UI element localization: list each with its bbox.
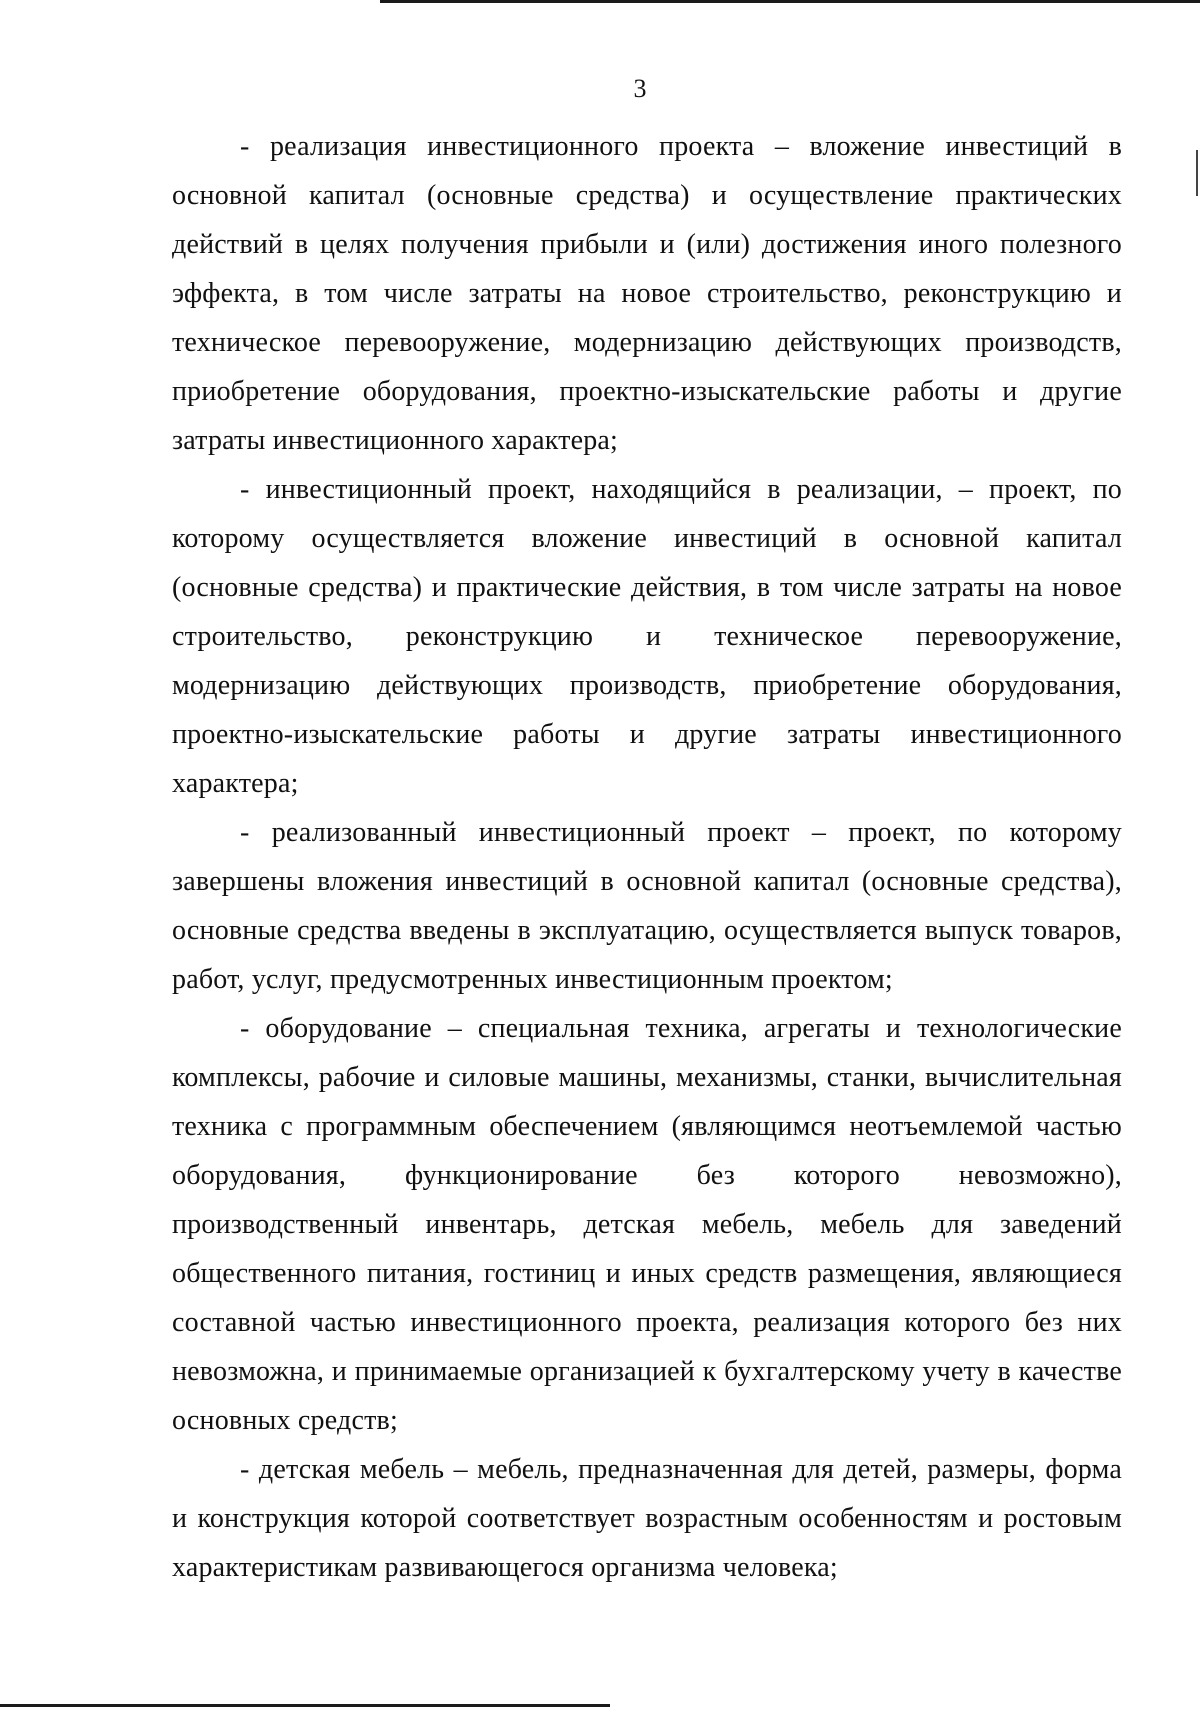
paragraph-implemented-project: - реализованный инвестиционный проект – проект, по которому завершены вложения инвестиций в основной капитал (основные средства), основные средства введены в эксплуатацию, осуществляется выпуск товаров, работ, услуг, предусмотренных инвестиционным проектом;	[172, 817, 1122, 995]
page-number: 3	[633, 74, 647, 103]
top-scan-rule	[380, 0, 1200, 3]
paragraph-childrens-furniture: - детская мебель – мебель, предназначенная для детей, размеры, форма и конструкция которой соответствует возрастным особенностям и ростовым характеристикам развивающегося организма человека;	[172, 1454, 1122, 1583]
paragraph-project-in-implementation: - инвестиционный проект, находящийся в реализации, – проект, по которому осуществляется вложение инвестиций в основной капитал (основные средства) и практические действия, в том числе затраты на новое строительство, реконструкцию и техническое перевооружение, модернизацию действующих производств, приобретение оборудования, проектно-изыскательские работы и другие затраты инвестиционного характера;	[172, 474, 1122, 799]
paragraph-investment-project-implementation: - реализация инвестиционного проекта – вложение инвестиций в основной капитал (основные средства) и осуществление практических действий в целях получения прибыли и (или) достижения иного полезного эффекта, в том числе затраты на новое строительство, реконструкцию и техническое перевооружение, модернизацию действующих производств, приобретение оборудования, проектно-изыскательские работы и другие затраты инвестиционного характера;	[172, 131, 1122, 456]
paragraph-equipment: - оборудование – специальная техника, агрегаты и технологические комплексы, рабочие и силовые машины, механизмы, станки, вычислительная техника с программным обеспечением (являющимся неотъемлемой частью оборудования, функционирование без которого невозможно), производственный инвентарь, детская мебель, мебель для заведений общественного питания, гостиниц и иных средств размещения, являющиеся составной частью инвестиционного проекта, реализация которого без них невозможна, и принимаемые организацией к бухгалтерскому учету в качестве основных средств;	[172, 1013, 1122, 1436]
scan-edge-mark	[1196, 150, 1198, 196]
bottom-scan-rule	[0, 1704, 610, 1707]
document-body	[172, 122, 1122, 1592]
